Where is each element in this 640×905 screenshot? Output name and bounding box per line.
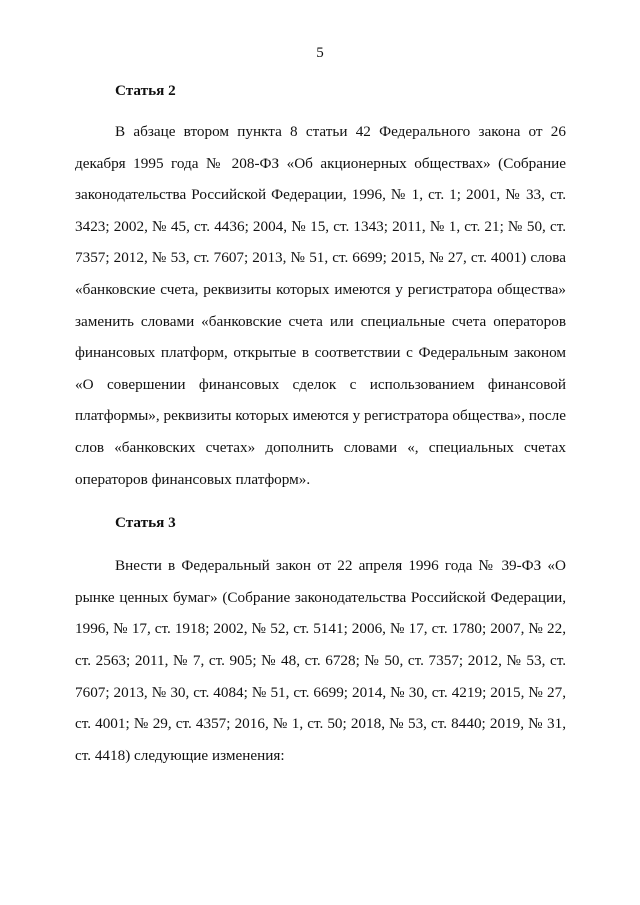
- document-body: [75, 82, 566, 771]
- article-3-section: [75, 514, 566, 771]
- page-number: 5: [316, 45, 324, 61]
- article-3-paragraph: Внести в Федеральный закон от 22 апреля 1996 года № 39-ФЗ «О рынке ценных бумаг» (Собрание законодательства Российской Федерации, 1996, № 17, ст. 1918; 2002, № 52, ст. 5141; 2006, № 17, ст. 1780; 2007, № 22, ст. 2563; 2011, № 7, ст. 905; № 48, ст. 6728; № 50, ст. 7357; 2012, № 53, ст. 7607; 2013, № 30, ст. 4084; № 51, ст. 6699; 2014, № 30, ст. 4219; 2015, № 27, ст. 4001; № 29, ст. 4357; 2016, № 1, ст. 50; 2018, № 53, ст. 8440; 2019, № 31, ст. 4418) следующие изменения:: [75, 557, 566, 764]
- article-2-paragraph: В абзаце втором пункта 8 статьи 42 Федерального закона от 26 декабря 1995 года № 208-ФЗ «Об акционерных обществах» (Собрание законодательства Российской Федерации, 1996, № 1, ст. 1; 2001, № 33, ст. 3423; 2002, № 45, ст. 4436; 2004, № 15, ст. 1343; 2011, № 1, ст. 21; № 50, ст. 7357; 2012, № 53, ст. 7607; 2013, № 51, ст. 6699; 2015, № 27, ст. 4001) слова «банковские счета, реквизиты которых имеются у регистратора общества» заменить словами «банковские счета или специальные счета операторов финансовых платформ, открытые в соответствии с Федеральным законом «О совершении финансовых сделок с использованием финансовой платформы», реквизиты которых имеются у регистратора общества», после слов «банковских счетах» дополнить словами «, специальных счетах операторов финансовых платформ».: [75, 123, 566, 488]
- article-2-section: [75, 82, 566, 495]
- article-3-heading: Статья 3: [115, 514, 176, 532]
- article-2-heading: Статья 2: [115, 82, 176, 99]
